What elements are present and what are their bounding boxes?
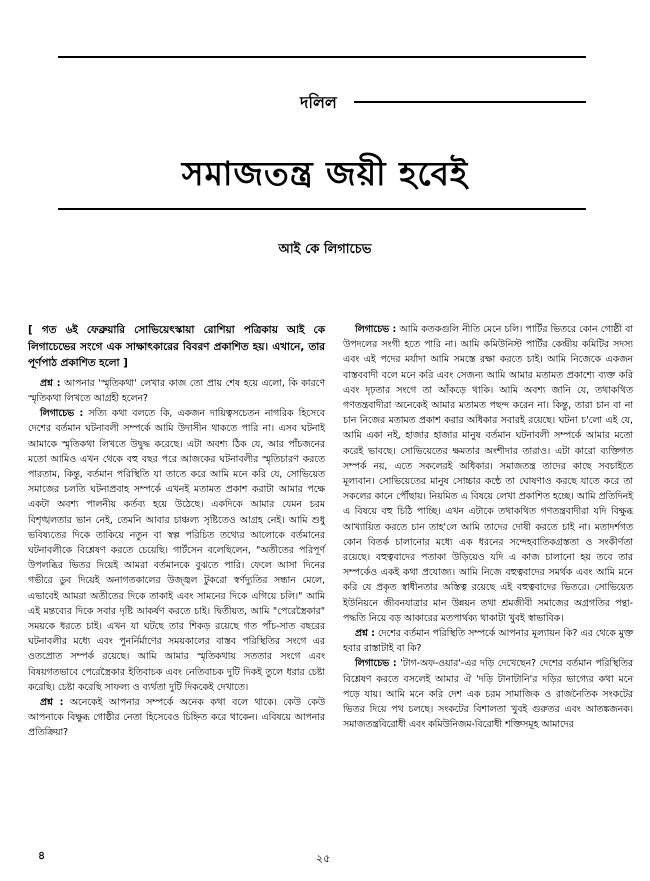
right-paragraph xyxy=(343,656,633,732)
speaker-label: লিগাচেভ : xyxy=(355,658,397,670)
left-column xyxy=(28,322,325,741)
left-paragraph xyxy=(28,695,325,741)
article-title: সমাজতন্ত্র জয়ী হবেই xyxy=(181,154,469,193)
page-number-left: ৪ xyxy=(38,849,46,862)
section-label: দলিল xyxy=(300,93,337,112)
article-author: আই কে লিগাচেভ xyxy=(278,242,372,257)
speaker-label: লিগাচেভ : xyxy=(40,408,84,420)
page-number: ২৫ xyxy=(316,852,331,865)
right-column xyxy=(343,322,633,732)
paragraph-text: আপনার 'স্মৃতিকথা' লেখার কাজ তো প্রায় শেষ হয়ে এলো, কি কারণে স্মৃতিকথা লিখতে আগ্রহী হলেন? xyxy=(28,377,325,404)
paragraph-text: অনেকেই আপনার সম্পর্কে অনেক কথা বলে থাকে। কেউ কেউ আপনাকে বিক্ষুব্ধ গোষ্ঠীর নেতা হিসেবেও চিহ্নিত করে থাকেন। এবিষয়ে আপনার প্রতিক্রিয়া? xyxy=(28,697,325,739)
left-paragraph xyxy=(28,406,325,695)
left-paragraph xyxy=(28,376,325,406)
speaker-label: প্রশ্ন : xyxy=(40,377,61,389)
intro-note: [ গত ৬ই ফেব্রুয়ারি সোভিয়েৎস্কায়া রোশিয়া পত্রিকায় আই কে লিগাচেভের সংগে এক সাক্ষাৎকারের বিবরণ প্রকাশিত হয়। এখানে, তার পূর্ণপাঠ প্রকাশিত হলো ] xyxy=(28,324,325,370)
speaker-label: লিগাচেভ : xyxy=(355,324,397,335)
right-paragraph xyxy=(343,626,633,656)
right-paragraph xyxy=(343,322,633,626)
speaker-label: প্রশ্ন : xyxy=(40,697,64,709)
top-rule xyxy=(58,56,586,58)
title-rule xyxy=(58,208,586,210)
section-rule xyxy=(354,101,586,103)
paragraph-text: 'টাগ-অফ-ওয়ার'-এর দড়ি দেখেছেন? দেশের বর্তমান পরিস্থিতির বিশ্লেষণ করতে বসলেই আমার ঐ 'দড়ি টানাটানি'র দড়ির ভাগ্যের কথা মনে পড়ে যায়। আমি মনে করি দেশ এক চরম সামাজিক ও রাজনৈতিক সংকটের ভিতর দিয়ে পথ চলছে। সংকটের বিশালতা খুবই গুরুতর এবং আতঙ্কজনক। সমাজতন্ত্রবিরোধী এবং কমিউনিজম-বিরোধী শক্তিসমূহ আমাদের xyxy=(343,658,633,731)
paragraph-text: সত্যি কথা বলতে কি, একজন দায়িত্বসচেতন নাগরিক হিসেবে দেশের বর্তমান ঘটনাবলী সম্পর্কে আমি উদাসীন থাকতে পারি না। এসব ঘটনাই আমাকে স্মৃতিকথা লিখতে উদ্বুদ্ধ করেছে। এটা অবশ্য ঠিক যে, আর পাঁচজনের মতো আমিও এখন থেকে বহু বছর পরে আজকের ঘটনাবলীর স্মৃতিচারণ করতে পারতাম, কিন্তু, বর্তমান পরিস্থিতি যা তাতে করে আমি মনে করি যে, সোভিয়েত সমাজের চলতি ঘটনাপ্রবাহ সম্পর্কে এখনই মতামত প্রকাশ করাটা আমার পক্ষে একটা অবশ্য পালনীয় কর্তব্য হয়ে উঠেছে। একদিকে আমার যেমন চরম বিশৃঙ্খলতার ভান নেই, তেমনি আবার চাঞ্চল্য সৃষ্টিতেও আগ্রহ নেই। আমি শুধু ভবিষ্যতের দিকে তাকিয়ে নতুন বা স্বল্প পরিচিত তথ্যের আলোকে বর্তমানের ঘটনাবলীকে বিশ্লেষণ করতে চেয়েছি। গার্টসেন বলেছিলেন, "অতীতের পরিপূর্ণ উপলব্ধির ভিতর দিয়েই আমরা বর্তমানকে বুঝতে পারি। ফেলে আসা দিনের গভীরে ডুব দিয়েই অনাগতকালের উজ্জ্বল টুকরো স্বর্ণদ্যুতির সন্ধান মেলে, এভাবেই আমরা অতীতের দিকে তাকাই এবং সামনের দিকে এগিয়ে চলি।" আমি এই মন্তব্যের দিকে সবার দৃষ্টি আকর্ষণ করতে চাই। দ্বিতীয়ত, আমি "পেরেস্ত্রৈকার" সময়কে ধরতে চাই। এখন যা ঘটছে তার শিকড় রয়েছে গত পাঁচ-সাত বছরের ঘটনাবলীর মধ্যে এবং পুনর্নির্মাণের সময়কালের বাস্তব পরিস্থিতির সংগে এর ওতপ্রোত সম্পর্ক রয়েছে। আমি আমার স্মৃতিকথায় সততার সংগে এবং বিষয়গতভাবে পেরেস্ত্রৈকার ইতিবাচক এবং নেতিবাচক দুটি দিকই তুলে ধরার চেষ্টা করেছি। চেষ্টা করেছি সাফল্য ও ব্যর্থতা দুটি দিককেই দেখাতে। xyxy=(28,408,325,693)
speaker-label: প্রশ্ন : xyxy=(355,628,375,640)
paragraph-text: আমি কতকগুলি নীতি মেনে চলি। পার্টির ভিতরে কোন গোষ্ঠী বা উপদলের সংগী হতে পারি না। আমি কমিউনিস্ট পার্টির কেন্দ্রীয় কমিটির সদস্য এবং এই পদের মর্যাদা আমি সমস্তে রক্ষা করতে চাই। আমি নিজেকে একজন বাস্তববাদী বলে মনে করি এবং সেজন্য আমি আমার মতামত প্রকাশ্যে ব্যক্ত করি এবং দৃঢ়তার সংগে তা আঁকড়ে থাকি। আমি অবশ্য জানি যে, তথাকথিত গণতন্ত্রবাদীরা অনেকেই আমার মতামত পছন্দ করেন না। কিন্তু, তারা চান বা না চান নিজের মতামত প্রকাশ করার অধিকার সবারই রয়েছে। ঘটনা চ'লো এই যে, আমি একা নই, হাজার হাজার মানুষ বর্তমান ঘটনাবলী সম্পর্কে আমার মতো করেই ভাবছে। সোভিয়েতের ক্ষমতার অংশীদার তারাও। এটা কারো ব্যক্তিগত সম্পর্ক নয়, এতে সকলেরই অধিকার। সমাজতন্ত্র তাদের কাছে সবচাইতে মূল্যবান। সোভিয়েতের মানুষ সোচ্চার কন্ঠে তা ঘোষণাও করছে যাতে করে তা সকলের কানে পৌঁছায়। নিয়মিত এ বিষয়ে লেখা প্রকাশিত হচ্ছে। আমি প্রতিদিনই এ বিষয়ে বহু চিঠি পাচ্ছি। এখন এটাকে তথাকথিত গণতন্ত্রবাদীরা যদি বিক্ষুব্ধ আখ্যায়িত করতে চান তাহ'লে আমি তাদের দোষী করতে চাই না। মতাদর্শগত কোন বিতর্ক চালানোর মধ্যে এক ধরনের সন্দেহবাতিকগ্রস্ততা ও সংকীর্ণতা রয়েছে। বহুত্ববাদের পতাকা উড়িয়েও যদি এ কাজ চালানো হয় তবে তার সম্পর্কেও একই কথা প্রযোজ্য। আমি নিজে বহুত্ববাদের সমর্থক এবং আমি মনে করি যে প্রকৃত স্বাধীনতার অস্তিত্ব রয়েছে এই বহুত্ববাদের ভিতরে। সোভিয়েত ইউনিয়নে জীবনযাত্রার মান উন্নয়ন তথা শ্রমজীবী সমাজের অগ্রগতির পন্থা-পদ্ধতি নিয়ে বড় আকারের মতপার্থক্য থাকাটা খুবই স্বাভাবিক। xyxy=(343,324,633,624)
paragraph-text: দেশের বর্তমান পরিস্থিতি সম্পর্কে আপনার মূল্যায়ন কি? এর থেকে মুক্ত হবার রাস্তাটাই বা কি? xyxy=(343,628,633,655)
